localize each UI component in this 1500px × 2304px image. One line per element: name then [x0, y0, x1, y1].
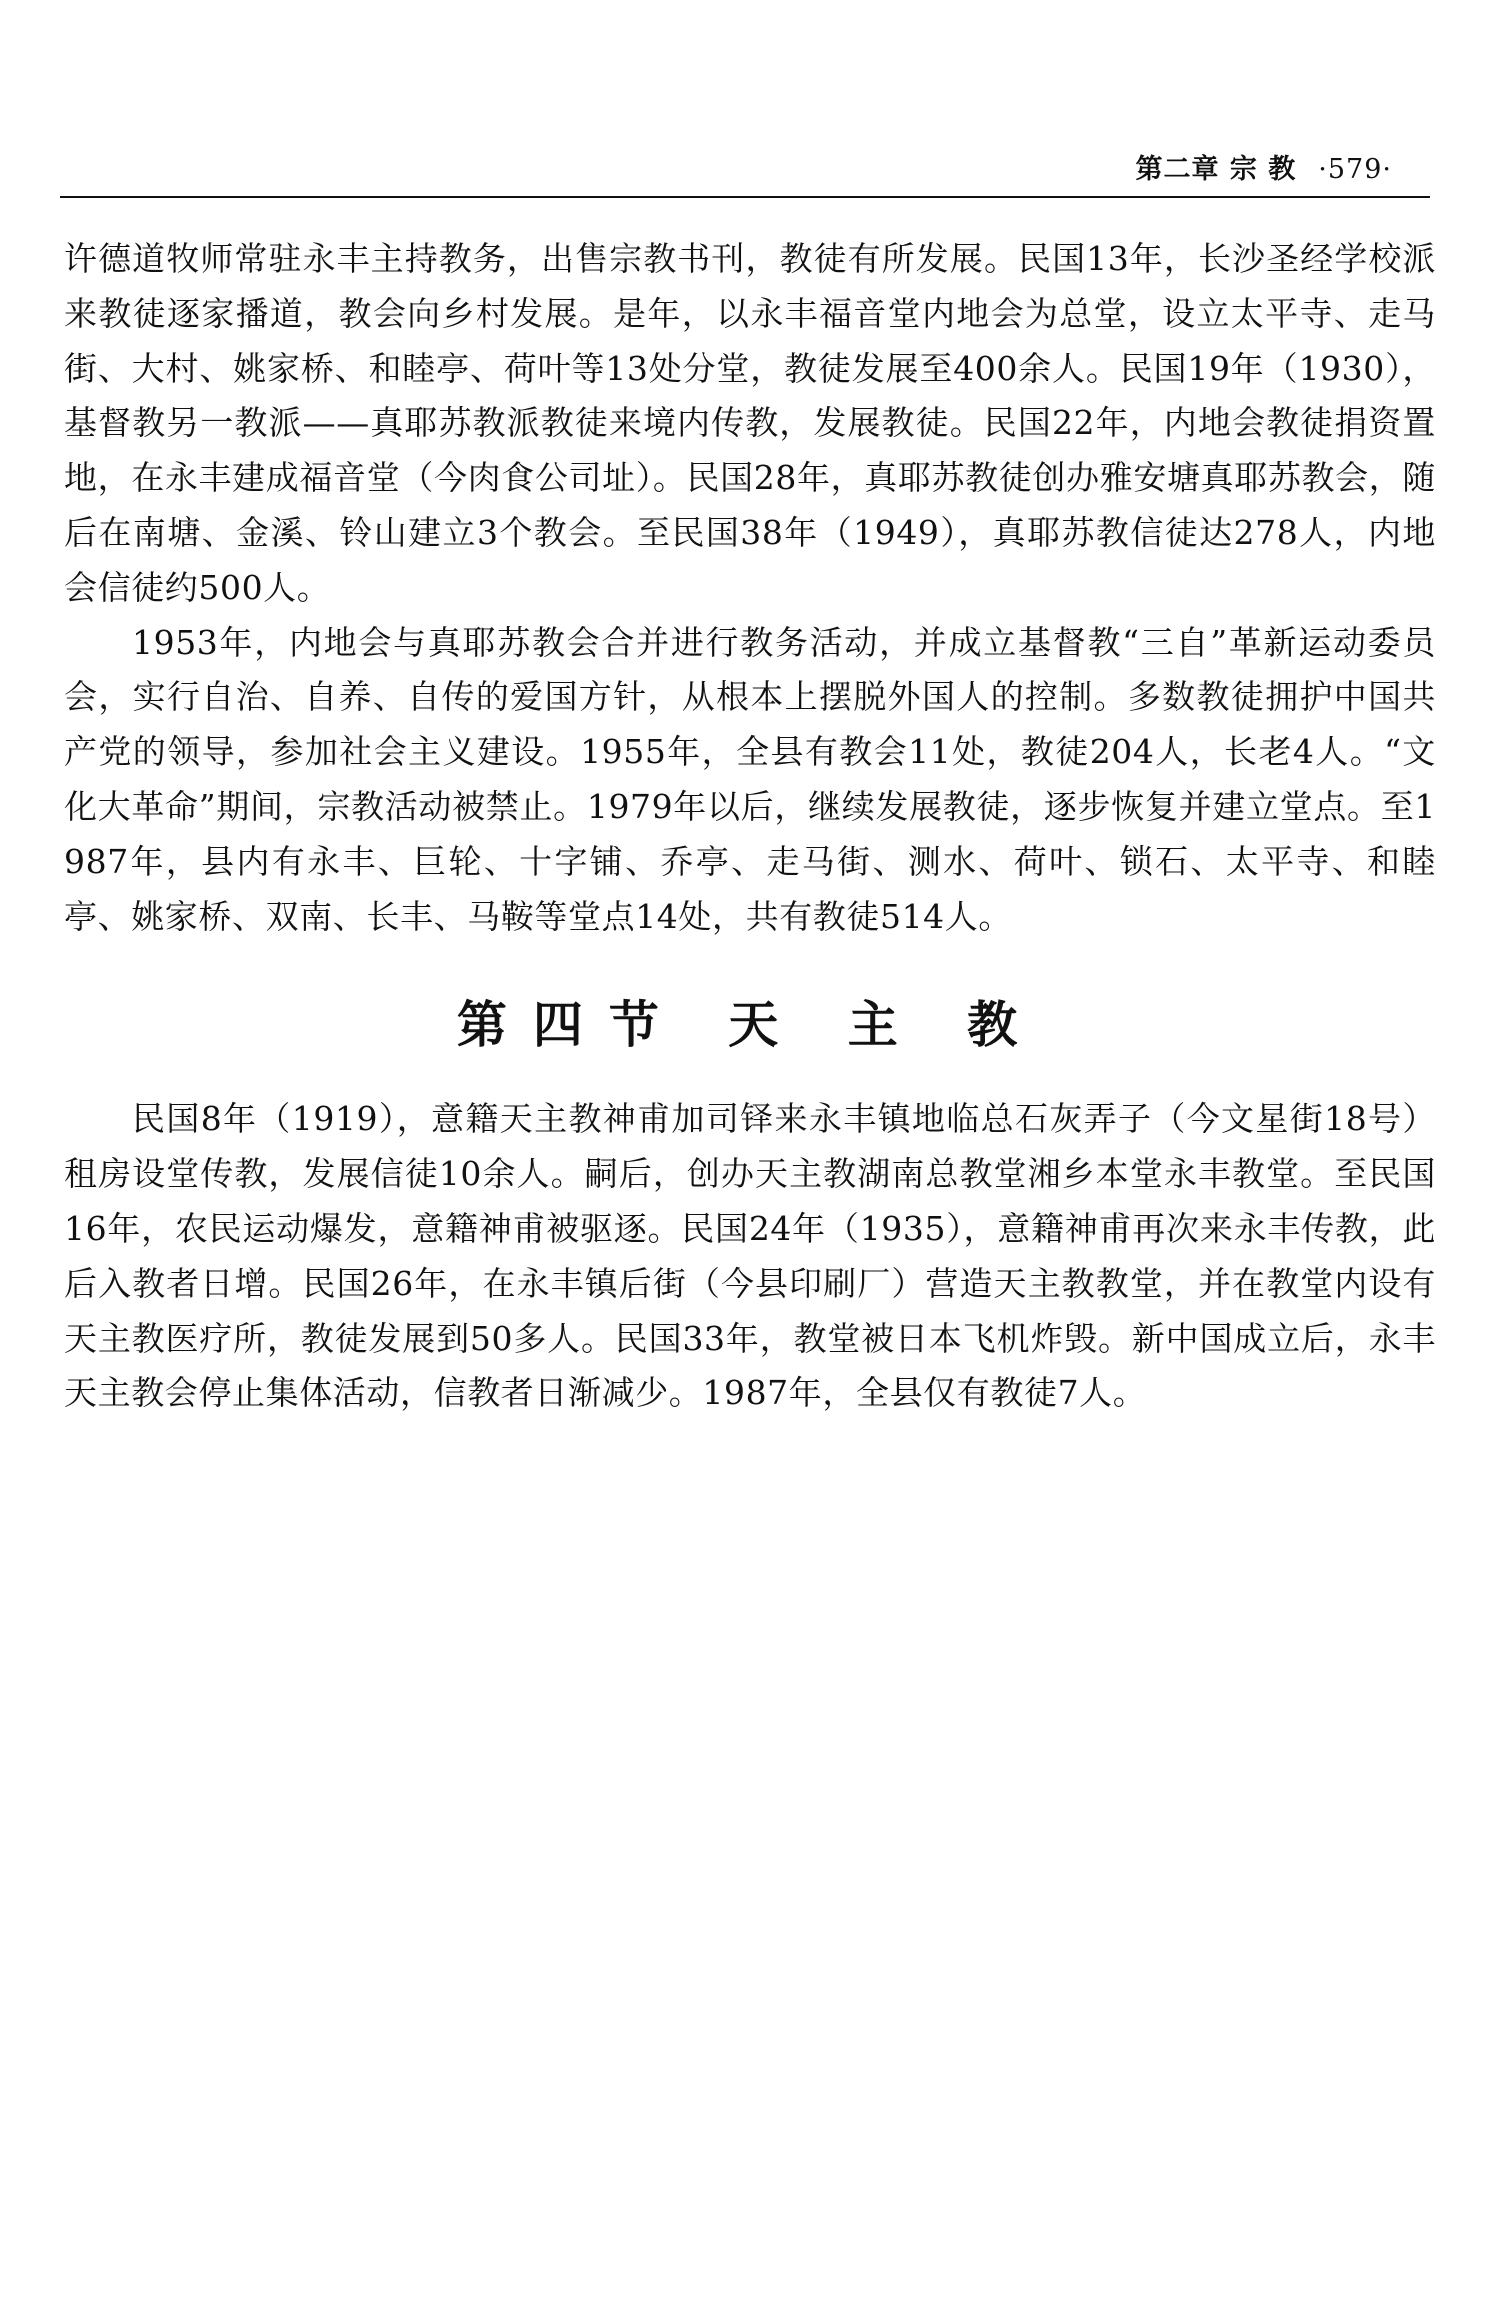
section-heading-catholicism: 第四节 天 主 教 [456, 996, 1044, 1055]
body-text [64, 232, 1436, 1421]
chapter-title: 第二章 宗 教 [1135, 154, 1297, 185]
page-number: ·579· [1318, 154, 1392, 185]
running-head [60, 150, 1430, 198]
paragraph-catholicism: 民国8年（1919），意籍天主教神甫加司铎来永丰镇地临总石灰弄子（今文星街18号）租房设堂传教，发展信徒10余人。嗣后，创办天主教湖南总教堂湘乡本堂永丰教堂。至民国16年，农民运动爆发，意籍神甫被驱逐。民国24年（1935），意籍神甫再次来永丰传教，此后入教者日增。民国26年，在永丰镇后街（今县印刷厂）营造天主教教堂，并在教堂内设有天主教医疗所，教徒发展到50多人。民国33年，教堂被日本飞机炸毁。新中国成立后，永丰天主教会停止集体活动，信教者日渐减少。1987年，全县仅有教徒7人。 [64, 1099, 1436, 1413]
paragraph-protestant-continued: 许德道牧师常驻永丰主持教务，出售宗教书刊，教徒有所发展。民国13年，长沙圣经学校派来教徒逐家播道，教会向乡村发展。是年，以永丰福音堂内地会为总堂，设立太平寺、走马街、大村、姚家桥、和睦亭、荷叶等13处分堂，教徒发展至400余人。民国19年（1930），基督教另一教派——真耶苏教派教徒来境内传教，发展教徒。民国22年，内地会教徒捐资置地，在永丰建成福音堂（今肉食公司址）。民国28年，真耶苏教徒创办雅安塘真耶苏教会，随后在南塘、金溪、铃山建立3个教会。至民国38年（1949），真耶苏教信徒达278人，内地会信徒约500人。 [64, 239, 1436, 607]
paragraph-protestant-1953: 1953年，内地会与真耶苏教会合并进行教务活动，并成立基督教“三自”革新运动委员会，实行自治、自养、自传的爱国方针，从根本上摆脱外国人的控制。多数教徒拥护中国共产党的领导，参加社会主义建设。1955年，全县有教会11处，教徒204人，长老4人。“文化大革命”期间，宗教活动被禁止。1979年以后，继续发展教徒，逐步恢复并建立堂点。至1987年，县内有永丰、巨轮、十字铺、乔亭、走马街、测水、荷叶、锁石、太平寺、和睦亭、姚家桥、双南、长丰、马鞍等堂点14处，共有教徒514人。 [64, 622, 1436, 936]
running-head-text [1135, 152, 1392, 188]
